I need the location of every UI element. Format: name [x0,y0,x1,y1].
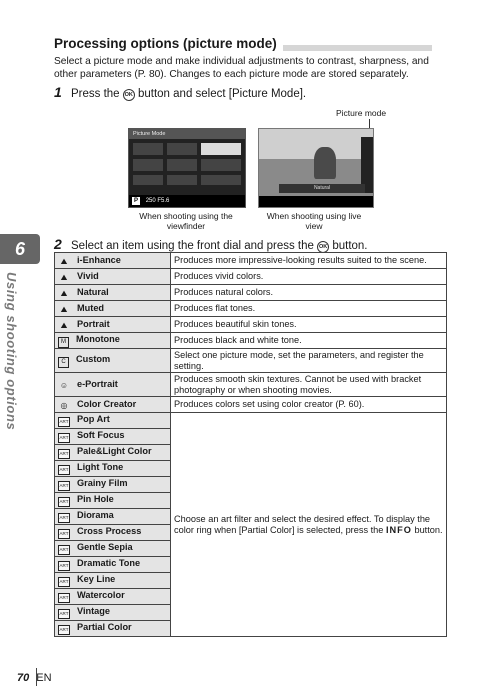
picture-mode-callout: Picture mode [336,108,387,118]
mode-name-cell [55,301,171,317]
step-text-before: Press the [71,88,120,100]
mode-row [55,397,447,413]
mode-row [55,333,447,349]
vivid-icon: ⛰ [60,272,68,282]
mode-name-cell [55,269,171,285]
vf-cell [133,143,163,155]
color-creator-icon: ◎ [60,400,68,410]
mode-name-cell [55,461,171,477]
vf-cell [167,159,197,171]
muted-icon: ⛰ [60,304,68,314]
mode-name: Portrait [77,318,110,329]
mode-name: Grainy Film [77,478,128,488]
mode-description: Produces more impressive-looking results suited to the scene. [171,253,447,269]
mode-name-cell [55,413,171,429]
mode-name: Muted [77,302,105,313]
art-filter-icon: ART [58,561,70,571]
mode-name-cell [55,333,171,349]
step-number: 2 [54,236,62,252]
mode-name: Color Creator [77,398,137,409]
art-filter-icon: ART [58,513,70,523]
mode-description: Produces smooth skin textures. Cannot be used with bracket photography or when shooting movies. [171,373,447,397]
mode-name: Diorama [77,510,114,520]
lv-subject [314,147,336,179]
e-portrait-icon: ☺ [59,380,69,390]
natural-icon: ⛰ [60,288,68,298]
mode-name-cell [55,397,171,413]
mode-name-cell [55,253,171,269]
mode-name-cell [55,349,171,373]
mode-row [55,317,447,333]
language-label: EN [36,672,52,684]
art-filter-icon: ART [58,433,70,443]
i-enhance-icon: ⛰ [60,256,68,266]
step-number: 1 [54,84,62,100]
picture-mode-table [54,252,447,637]
art-filter-icon: ART [58,529,70,539]
art-filter-icon: ART [58,545,70,555]
portrait-icon: ⛰ [60,320,68,330]
mode-name-cell [55,573,171,589]
mode-name: Partial Color [77,622,132,632]
step-1 [54,84,306,101]
mode-description: Produces natural colors. [171,285,447,301]
section-intro: Select a picture mode and make individual adjustments to contrast, sharpness, and other parameters (P. 80). Changes to each picture mode are stored separately. [54,56,429,80]
mode-name-cell [55,541,171,557]
mode-name: Vintage [77,606,111,616]
mode-name: Pin Hole [77,494,114,504]
vf-cell [167,175,197,185]
section-title-row [54,36,432,54]
viewfinder-screen-image [128,128,246,208]
ok-button-icon: OK [123,89,135,101]
art-filter-icon: ART [58,609,70,619]
mode-name-cell [55,285,171,301]
mode-row [55,269,447,285]
lv-mode-strip [259,196,373,207]
mode-name-cell [55,525,171,541]
art-filter-icon: ART [58,481,70,491]
ok-button-icon: OK [317,241,329,253]
mode-name-cell [55,589,171,605]
mode-row [55,285,447,301]
viewfinder-caption: When shooting using the viewfinder [139,211,233,231]
vf-cell [201,159,241,171]
vf-cell [167,143,197,155]
vf-cell [133,175,163,185]
mode-name: Key Line [77,574,116,584]
mode-name-cell [55,477,171,493]
viewfinder-footer: P 250 F5.6 [129,195,245,207]
step-text-after: button. [332,240,368,252]
mode-row [55,349,447,373]
custom-icon: C [58,357,69,368]
mode-name: i-Enhance [77,254,121,265]
viewfinder-exposure: 250 F5.6 [145,198,170,204]
mode-description: Produces black and white tone. [171,333,447,349]
page-number: 70 [17,672,30,684]
mode-description: Produces vivid colors. [171,269,447,285]
art-filter-icon: ART [58,465,70,475]
mode-description: Produces flat tones. [171,301,447,317]
mode-name: Custom [76,353,111,364]
vf-cell [201,175,241,185]
art-desc-text: Choose an art filter and select the desired effect. To display the color ring when [Partial Color] is selected, press the [174,513,431,535]
mode-name: Natural [77,286,109,297]
mode-name: Soft Focus [77,430,125,440]
mode-name-cell [55,557,171,573]
chapter-title: Using shooting options [4,272,19,431]
mode-row [55,373,447,397]
vf-cell-highlight [201,143,241,155]
art-filter-icon: ART [58,625,70,635]
mode-row [55,253,447,269]
art-filter-icon: ART [58,417,70,427]
mode-name-cell [55,605,171,621]
mode-description: Produces beautiful skin tones. [171,317,447,333]
mode-name: Light Tone [77,462,124,472]
mode-row [55,301,447,317]
mode-name-cell [55,317,171,333]
mode-name: Monotone [76,333,120,344]
mode-name-cell [55,493,171,509]
monotone-icon: M [58,337,69,348]
liveview-mode-banner: Natural [279,184,365,193]
mode-description: Select one picture mode, set the parameters, and register the setting. [171,349,447,373]
mode-name: Vivid [77,270,99,281]
art-filter-description [171,413,447,637]
liveview-caption: When shooting using live view [266,211,362,231]
step-2 [54,236,368,253]
art-filter-icon: ART [58,593,70,603]
art-filter-icon: ART [58,449,70,459]
info-key-label: INFO [385,524,412,535]
section-title: Processing options (picture mode) [54,36,283,51]
chapter-tab: 6 [0,234,40,264]
vf-cell [133,159,163,171]
mode-row [55,413,447,429]
art-filter-icon: ART [58,497,70,507]
step-text-before: Select an item using the front dial and press the [71,240,314,252]
mode-name: Gentle Sepia [77,542,133,552]
mode-name: Cross Process [77,526,142,536]
liveview-screen-image [258,128,374,208]
art-desc-tail: button. [414,524,443,535]
mode-name-cell [55,445,171,461]
mode-name: Pop Art [77,414,110,424]
mode-name-cell [55,509,171,525]
mode-name-cell [55,621,171,637]
mode-name: Watercolor [77,590,125,600]
mode-name: Pale&Light Color [77,446,152,456]
art-filter-icon: ART [58,577,70,587]
mode-name: Dramatic Tone [77,558,141,568]
mode-name-cell [55,373,171,397]
viewfinder-title: Picture Mode [129,129,245,139]
mode-name: e-Portrait [77,378,118,389]
mode-description: Produces colors set using color creator (P. 60). [171,397,447,413]
page-footer [17,672,52,684]
mode-name-cell [55,429,171,445]
step-text-after: button and select [Picture Mode]. [137,88,307,100]
